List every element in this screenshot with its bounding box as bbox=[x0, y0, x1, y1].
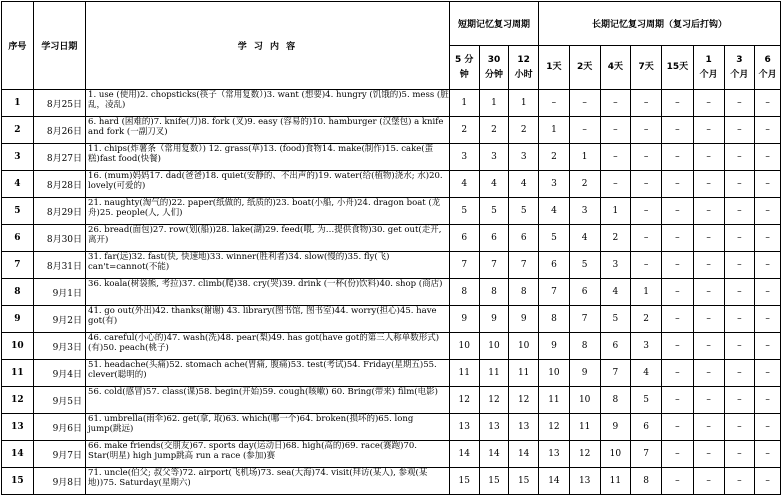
study-content: 6. hard (困难的)7. knife(刀)8. fork (叉)9. easy (容易的)10. hamburger (汉堡包) a knife and fork (一副刀叉) bbox=[86, 117, 450, 144]
study-content: 71. uncle(伯父; 叔父等)72. airport(飞机场)73. sea(大海)74. visit(拜访(某人), 参观(某地))75. Saturday(星期六) bbox=[86, 468, 450, 495]
long-review-cell[interactable]: – bbox=[600, 90, 631, 117]
long-review-cell[interactable]: – bbox=[755, 171, 781, 198]
short-review-cell[interactable]: 5 bbox=[509, 198, 539, 225]
long-review-cell[interactable]: – bbox=[755, 252, 781, 279]
table-row bbox=[2, 468, 781, 495]
period-label: 小时 bbox=[514, 69, 533, 80]
long-review-cell[interactable]: – bbox=[631, 90, 662, 117]
long-review-cell[interactable]: – bbox=[631, 144, 662, 171]
long-review-cell[interactable]: – bbox=[662, 279, 694, 306]
period-label: 5 分 bbox=[455, 54, 474, 65]
long-period-header bbox=[755, 46, 781, 90]
header-short-term: 短期记忆复习周期 bbox=[449, 2, 538, 46]
long-period-header bbox=[724, 46, 755, 90]
long-review-cell[interactable]: 2 bbox=[569, 171, 600, 198]
long-period-header bbox=[631, 46, 662, 90]
long-review-cell[interactable]: 3 bbox=[600, 252, 631, 279]
table-row bbox=[2, 90, 781, 117]
short-review-cell[interactable]: 12 bbox=[449, 387, 479, 414]
study-content: 26. bread(面包)27. row(划(船))28. lake(湖)29. feed(喂, 为…提供食物)30. get out(走开, 离开) bbox=[86, 225, 450, 252]
study-content: 46. careful(小心的)47. wash(洗)48. pear(梨)49. has got(have got的第三人称单数形式)(有)50. peach(桃子) bbox=[86, 333, 450, 360]
row-number: 10 bbox=[2, 333, 34, 360]
long-review-cell[interactable]: 3 bbox=[569, 198, 600, 225]
study-content: 66. make friends(交朋友)67. sports day(运动日)68. high(高的)69. race(赛跑)70. Star(明星) high jump跳高 run a race (参加)赛 bbox=[86, 441, 450, 468]
long-review-cell[interactable]: – bbox=[724, 252, 755, 279]
study-content: 31. far(远)32. fast(快, 快速地)33. winner(胜利者)34. slow(慢的)35. fly(飞) can't=cannot(不能) bbox=[86, 252, 450, 279]
table-row bbox=[2, 252, 781, 279]
period-label: 6 bbox=[764, 54, 771, 65]
long-review-cell[interactable]: 10 bbox=[569, 387, 600, 414]
long-review-cell[interactable]: 7 bbox=[631, 441, 662, 468]
short-review-cell[interactable]: 13 bbox=[509, 414, 539, 441]
row-number: 7 bbox=[2, 252, 34, 279]
short-review-cell[interactable]: 1 bbox=[509, 90, 539, 117]
short-review-cell[interactable]: 1 bbox=[449, 90, 479, 117]
short-review-cell[interactable]: 8 bbox=[449, 279, 479, 306]
period-label: 4天 bbox=[607, 62, 624, 72]
long-review-cell[interactable]: – bbox=[755, 117, 781, 144]
long-review-cell[interactable]: – bbox=[693, 144, 724, 171]
table-row bbox=[2, 198, 781, 225]
short-review-cell[interactable]: 2 bbox=[449, 117, 479, 144]
table-row bbox=[2, 387, 781, 414]
study-date: 9月8日 bbox=[33, 468, 85, 495]
short-review-cell[interactable]: 9 bbox=[449, 306, 479, 333]
long-review-cell[interactable]: – bbox=[600, 171, 631, 198]
short-review-cell[interactable]: 15 bbox=[449, 468, 479, 495]
long-review-cell[interactable]: 5 bbox=[600, 306, 631, 333]
study-content: 16. (mum)妈妈17. dad(爸爸)18. quiet(安静的、不出声的)19. water(给(植物)浇水; 水)20. lovely(可爱的) bbox=[86, 171, 450, 198]
long-review-cell[interactable]: – bbox=[724, 333, 755, 360]
short-review-cell[interactable]: 9 bbox=[509, 306, 539, 333]
long-review-cell[interactable]: – bbox=[539, 90, 570, 117]
long-review-cell[interactable]: 1 bbox=[539, 117, 570, 144]
period-label: 12 bbox=[517, 54, 530, 65]
long-review-cell[interactable]: – bbox=[755, 279, 781, 306]
short-review-cell[interactable]: 12 bbox=[509, 387, 539, 414]
short-review-cell[interactable]: 14 bbox=[479, 441, 509, 468]
period-label: 分钟 bbox=[484, 69, 503, 80]
long-review-cell[interactable]: – bbox=[755, 414, 781, 441]
long-review-cell[interactable]: – bbox=[724, 360, 755, 387]
table-row bbox=[2, 360, 781, 387]
short-review-cell[interactable]: 6 bbox=[509, 225, 539, 252]
row-number: 1 bbox=[2, 90, 34, 117]
long-review-cell[interactable]: 8 bbox=[539, 306, 570, 333]
long-review-cell[interactable]: – bbox=[755, 198, 781, 225]
long-review-cell[interactable]: 5 bbox=[539, 225, 570, 252]
short-review-cell[interactable]: 5 bbox=[449, 198, 479, 225]
long-review-cell[interactable]: – bbox=[755, 468, 781, 495]
long-review-cell[interactable]: 9 bbox=[569, 360, 600, 387]
short-review-cell[interactable]: 10 bbox=[479, 333, 509, 360]
long-review-cell[interactable]: – bbox=[693, 333, 724, 360]
long-review-cell[interactable]: – bbox=[569, 117, 600, 144]
long-review-cell[interactable]: – bbox=[724, 468, 755, 495]
long-review-cell[interactable]: – bbox=[724, 171, 755, 198]
study-content: 41. go out(外出)42. thanks(谢谢) 43. library(图书馆, 图书室)44. worry(担心)45. have got(有) bbox=[86, 306, 450, 333]
row-number: 14 bbox=[2, 441, 34, 468]
long-review-cell[interactable]: – bbox=[755, 441, 781, 468]
short-review-cell[interactable]: 6 bbox=[479, 225, 509, 252]
long-review-cell[interactable]: 10 bbox=[539, 360, 570, 387]
review-schedule-table bbox=[1, 1, 781, 495]
long-review-cell[interactable]: – bbox=[662, 144, 694, 171]
long-review-cell[interactable]: – bbox=[600, 144, 631, 171]
header-content: 学 习 内 容 bbox=[86, 2, 450, 90]
long-review-cell[interactable]: – bbox=[755, 333, 781, 360]
table-row bbox=[2, 306, 781, 333]
long-review-cell[interactable]: 13 bbox=[569, 468, 600, 495]
long-review-cell[interactable]: 8 bbox=[600, 387, 631, 414]
long-review-cell[interactable]: 4 bbox=[569, 225, 600, 252]
short-period-header bbox=[449, 46, 479, 90]
short-review-cell[interactable]: 10 bbox=[449, 333, 479, 360]
long-review-cell[interactable]: 6 bbox=[631, 414, 662, 441]
period-label: 2天 bbox=[577, 62, 593, 72]
short-review-cell[interactable]: 8 bbox=[479, 279, 509, 306]
short-review-cell[interactable]: 2 bbox=[509, 117, 539, 144]
long-review-cell[interactable]: 7 bbox=[569, 306, 600, 333]
long-review-cell[interactable]: – bbox=[662, 117, 694, 144]
table-row bbox=[2, 171, 781, 198]
long-review-cell[interactable]: – bbox=[724, 279, 755, 306]
long-review-cell[interactable]: – bbox=[662, 198, 694, 225]
study-date: 9月1日 bbox=[33, 279, 85, 306]
row-number: 3 bbox=[2, 144, 34, 171]
short-review-cell[interactable]: 14 bbox=[449, 441, 479, 468]
long-review-cell[interactable]: – bbox=[693, 198, 724, 225]
long-review-cell[interactable]: 4 bbox=[539, 198, 570, 225]
header-long-term: 长期记忆复习周期（复习后打钩） bbox=[539, 2, 781, 46]
short-review-cell[interactable]: 14 bbox=[509, 441, 539, 468]
short-period-header bbox=[509, 46, 539, 90]
short-review-cell[interactable]: 7 bbox=[509, 252, 539, 279]
long-review-cell[interactable]: – bbox=[693, 90, 724, 117]
long-period-header bbox=[693, 46, 724, 90]
long-review-cell[interactable]: 12 bbox=[539, 414, 570, 441]
short-review-cell[interactable]: 1 bbox=[479, 90, 509, 117]
long-review-cell[interactable]: – bbox=[755, 360, 781, 387]
study-date: 9月7日 bbox=[33, 441, 85, 468]
study-date: 8月28日 bbox=[33, 171, 85, 198]
long-review-cell[interactable]: 2 bbox=[631, 306, 662, 333]
long-review-cell[interactable]: – bbox=[662, 468, 694, 495]
short-review-cell[interactable]: 15 bbox=[479, 468, 509, 495]
short-review-cell[interactable]: 10 bbox=[509, 333, 539, 360]
long-review-cell[interactable]: 1 bbox=[569, 144, 600, 171]
header-date: 学习日期 bbox=[33, 2, 85, 90]
short-review-cell[interactable]: 6 bbox=[449, 225, 479, 252]
long-review-cell[interactable]: 7 bbox=[539, 279, 570, 306]
long-review-cell[interactable]: 13 bbox=[539, 441, 570, 468]
long-review-cell[interactable]: 5 bbox=[631, 387, 662, 414]
long-review-cell[interactable]: – bbox=[662, 90, 694, 117]
study-date: 8月27日 bbox=[33, 144, 85, 171]
long-review-cell[interactable]: – bbox=[724, 198, 755, 225]
study-date: 8月29日 bbox=[33, 198, 85, 225]
row-number: 13 bbox=[2, 414, 34, 441]
long-review-cell[interactable]: – bbox=[724, 441, 755, 468]
period-label: 个月 bbox=[699, 69, 718, 80]
long-review-cell[interactable]: – bbox=[631, 252, 662, 279]
long-review-cell[interactable]: 4 bbox=[631, 360, 662, 387]
short-review-cell[interactable]: 3 bbox=[449, 144, 479, 171]
long-review-cell[interactable]: – bbox=[631, 117, 662, 144]
study-content: 56. cold(感冒)57. class(课)58. begin(开始)59. cough(咳嗽) 60. Bring(带来) film(电影) bbox=[86, 387, 450, 414]
short-review-cell[interactable]: 7 bbox=[479, 252, 509, 279]
period-label: 个月 bbox=[730, 69, 749, 80]
short-review-cell[interactable]: 11 bbox=[449, 360, 479, 387]
long-review-cell[interactable]: – bbox=[662, 441, 694, 468]
long-review-cell[interactable]: – bbox=[693, 441, 724, 468]
long-review-cell[interactable]: 2 bbox=[600, 225, 631, 252]
period-label: 7天 bbox=[638, 62, 654, 72]
long-review-cell[interactable]: – bbox=[724, 144, 755, 171]
long-review-cell[interactable]: 6 bbox=[569, 279, 600, 306]
row-number: 6 bbox=[2, 225, 34, 252]
study-date: 8月26日 bbox=[33, 117, 85, 144]
long-review-cell[interactable]: – bbox=[631, 198, 662, 225]
study-date: 9月6日 bbox=[33, 414, 85, 441]
long-review-cell[interactable]: – bbox=[755, 387, 781, 414]
short-review-cell[interactable]: 8 bbox=[509, 279, 539, 306]
long-period-header bbox=[539, 46, 570, 90]
long-review-cell[interactable]: – bbox=[693, 306, 724, 333]
long-review-cell[interactable]: 14 bbox=[539, 468, 570, 495]
short-review-cell[interactable]: 7 bbox=[449, 252, 479, 279]
period-label: 1天 bbox=[546, 62, 562, 72]
period-label: 3 bbox=[736, 54, 743, 65]
long-review-cell[interactable]: 9 bbox=[539, 333, 570, 360]
short-review-cell[interactable]: 3 bbox=[509, 144, 539, 171]
period-label: 1 bbox=[705, 54, 712, 65]
long-review-cell[interactable]: 12 bbox=[569, 441, 600, 468]
long-review-cell[interactable]: 11 bbox=[539, 387, 570, 414]
short-review-cell[interactable]: 9 bbox=[479, 306, 509, 333]
long-review-cell[interactable]: – bbox=[662, 360, 694, 387]
long-period-header bbox=[569, 46, 600, 90]
long-review-cell[interactable]: 3 bbox=[631, 333, 662, 360]
long-review-cell[interactable]: – bbox=[662, 387, 694, 414]
row-number: 11 bbox=[2, 360, 34, 387]
study-date: 9月3日 bbox=[33, 333, 85, 360]
long-review-cell[interactable]: – bbox=[631, 225, 662, 252]
row-number: 9 bbox=[2, 306, 34, 333]
long-review-cell[interactable]: 4 bbox=[600, 279, 631, 306]
long-review-cell[interactable]: – bbox=[693, 387, 724, 414]
short-review-cell[interactable]: 3 bbox=[479, 144, 509, 171]
long-review-cell[interactable]: 8 bbox=[631, 468, 662, 495]
short-review-cell[interactable]: 11 bbox=[509, 360, 539, 387]
short-review-cell[interactable]: 5 bbox=[479, 198, 509, 225]
study-date: 8月25日 bbox=[33, 90, 85, 117]
long-review-cell[interactable]: – bbox=[724, 225, 755, 252]
short-review-cell[interactable]: 13 bbox=[479, 414, 509, 441]
study-date: 9月4日 bbox=[33, 360, 85, 387]
row-number: 2 bbox=[2, 117, 34, 144]
long-review-cell[interactable]: – bbox=[724, 387, 755, 414]
long-period-header bbox=[662, 46, 694, 90]
long-review-cell[interactable]: – bbox=[693, 360, 724, 387]
study-content: 21. naughty(淘气的)22. paper(纸做的, 纸质的)23. boat(小船, 小舟)24. dragon boat (龙舟)25. people(人, 人们) bbox=[86, 198, 450, 225]
long-review-cell[interactable]: – bbox=[693, 117, 724, 144]
long-review-cell[interactable]: – bbox=[693, 225, 724, 252]
long-review-cell[interactable]: 6 bbox=[539, 252, 570, 279]
table-row bbox=[2, 144, 781, 171]
short-review-cell[interactable]: 4 bbox=[479, 171, 509, 198]
table-row bbox=[2, 414, 781, 441]
short-review-cell[interactable]: 4 bbox=[509, 171, 539, 198]
long-review-cell[interactable]: – bbox=[600, 117, 631, 144]
long-review-cell[interactable]: – bbox=[662, 306, 694, 333]
long-review-cell[interactable]: – bbox=[693, 468, 724, 495]
long-review-cell[interactable]: – bbox=[662, 414, 694, 441]
row-number: 4 bbox=[2, 171, 34, 198]
long-review-cell[interactable]: 1 bbox=[600, 198, 631, 225]
short-review-cell[interactable]: 4 bbox=[449, 171, 479, 198]
long-review-cell[interactable]: – bbox=[693, 171, 724, 198]
long-review-cell[interactable]: – bbox=[755, 144, 781, 171]
long-review-cell[interactable]: 7 bbox=[600, 360, 631, 387]
period-label: 个月 bbox=[758, 69, 777, 80]
long-review-cell[interactable]: – bbox=[662, 225, 694, 252]
long-review-cell[interactable]: – bbox=[662, 333, 694, 360]
long-review-cell[interactable]: – bbox=[724, 414, 755, 441]
long-review-cell[interactable]: 6 bbox=[600, 333, 631, 360]
row-number: 8 bbox=[2, 279, 34, 306]
study-content: 1. use (使用)2. chopsticks(筷子（常用复数）)3. want (想要)4. hungry (饥饿的)5. mess (脏乱，凌乱) bbox=[86, 90, 450, 117]
short-review-cell[interactable]: 13 bbox=[449, 414, 479, 441]
table-row bbox=[2, 441, 781, 468]
period-label: 15天 bbox=[666, 62, 689, 72]
long-review-cell[interactable]: – bbox=[755, 306, 781, 333]
long-review-cell[interactable]: – bbox=[569, 90, 600, 117]
short-review-cell[interactable]: 15 bbox=[509, 468, 539, 495]
row-number: 15 bbox=[2, 468, 34, 495]
long-review-cell[interactable]: – bbox=[662, 171, 694, 198]
long-review-cell[interactable]: – bbox=[724, 306, 755, 333]
long-review-cell[interactable]: – bbox=[693, 414, 724, 441]
long-review-cell[interactable]: 2 bbox=[539, 144, 570, 171]
long-review-cell[interactable]: 11 bbox=[600, 468, 631, 495]
period-label: 钟 bbox=[459, 69, 469, 80]
table-row bbox=[2, 225, 781, 252]
long-review-cell[interactable]: 10 bbox=[600, 441, 631, 468]
header-seq: 序号 bbox=[2, 2, 34, 90]
study-date: 8月31日 bbox=[33, 252, 85, 279]
study-content: 51. headache(头痛)52. stomach ache(胃痛, 腹痛)53. test(考试)54. Friday(星期五)55. clever(聪明的) bbox=[86, 360, 450, 387]
short-review-cell[interactable]: 2 bbox=[479, 117, 509, 144]
long-review-cell[interactable]: 9 bbox=[600, 414, 631, 441]
long-review-cell[interactable]: – bbox=[755, 90, 781, 117]
long-review-cell[interactable]: – bbox=[662, 252, 694, 279]
study-content: 61. umbrella(雨伞)62. get(拿, 取)63. which(哪一个)64. broken(损坏的)65. long jump(跳远) bbox=[86, 414, 450, 441]
table-row bbox=[2, 333, 781, 360]
short-review-cell[interactable]: 12 bbox=[479, 387, 509, 414]
study-date: 8月30日 bbox=[33, 225, 85, 252]
short-period-header bbox=[479, 46, 509, 90]
long-review-cell[interactable]: – bbox=[724, 117, 755, 144]
long-period-header bbox=[600, 46, 631, 90]
long-review-cell[interactable]: – bbox=[631, 171, 662, 198]
short-review-cell[interactable]: 11 bbox=[479, 360, 509, 387]
long-review-cell[interactable]: 5 bbox=[569, 252, 600, 279]
study-date: 9月5日 bbox=[33, 387, 85, 414]
period-label: 30 bbox=[487, 54, 501, 65]
long-review-cell[interactable]: 8 bbox=[569, 333, 600, 360]
long-review-cell[interactable]: – bbox=[693, 252, 724, 279]
long-review-cell[interactable]: 11 bbox=[569, 414, 600, 441]
row-number: 5 bbox=[2, 198, 34, 225]
study-content: 11. chips(炸薯条（常用复数）) 12. grass(草)13. (food)食物14. make(制作)15. cake(蛋糕)fast food(快餐) bbox=[86, 144, 450, 171]
long-review-cell[interactable]: – bbox=[724, 90, 755, 117]
table-row bbox=[2, 117, 781, 144]
row-number: 12 bbox=[2, 387, 34, 414]
long-review-cell[interactable]: – bbox=[755, 225, 781, 252]
study-date: 9月2日 bbox=[33, 306, 85, 333]
long-review-cell[interactable]: – bbox=[693, 279, 724, 306]
study-content: 36. koala(树袋熊, 考拉)37. climb(爬)38. cry(哭)39. drink (一杯(份)饮料)40. shop (商店) bbox=[86, 279, 450, 306]
long-review-cell[interactable]: 3 bbox=[539, 171, 570, 198]
table-row bbox=[2, 279, 781, 306]
long-review-cell[interactable]: 1 bbox=[631, 279, 662, 306]
